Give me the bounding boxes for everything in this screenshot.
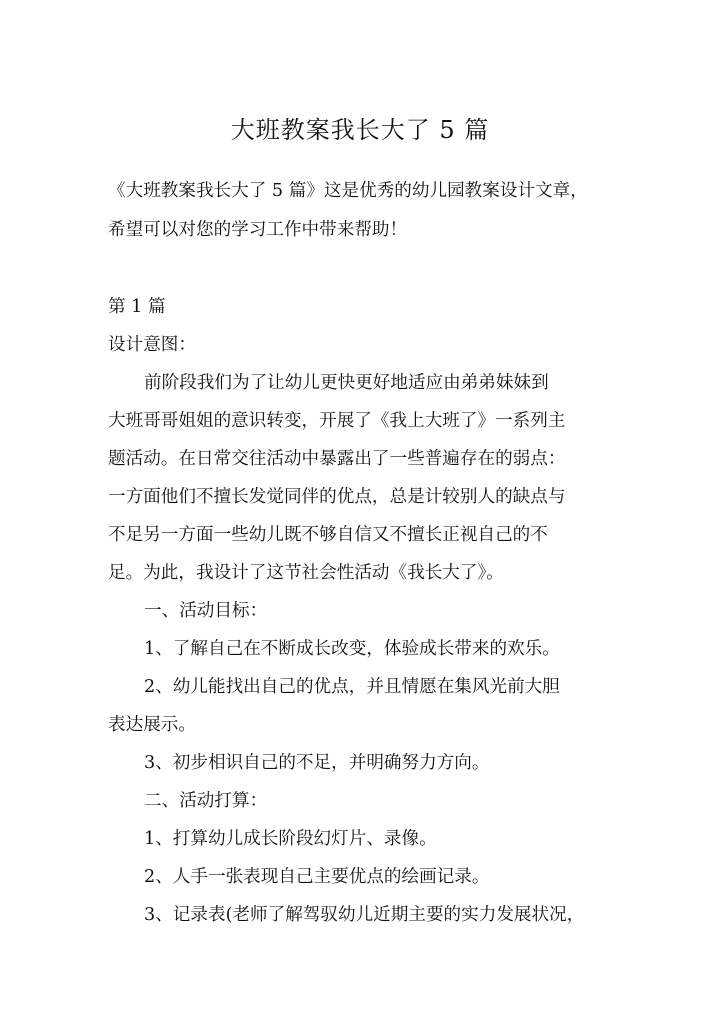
section-heading: 第 1 篇	[108, 297, 166, 317]
paragraph-line-6: 足。为此，我设计了这节社会性活动《我长大了》。	[108, 563, 504, 583]
prep-1: 1、打算幼儿成长阶段幻灯片、录像。	[144, 829, 437, 849]
goal-3: 3、初步相识自己的不足，并明确努力方向。	[144, 753, 490, 773]
goal-2-line-1: 2、幼儿能找出自己的优点，并且情愿在集风光前大胆	[144, 677, 560, 697]
prep-3: 3、记录表(老师了解驾驭幼儿近期主要的实力发展状况，	[144, 905, 585, 925]
prep-2: 2、人手一张表现自己主要优点的绘画记录。	[144, 867, 490, 887]
design-heading: 设计意图：	[108, 335, 196, 355]
intro-line-2: 希望可以对您的学习工作中带来帮助！	[108, 220, 408, 240]
document-title: 大班教案我长大了 5 篇	[230, 116, 490, 144]
goal-2-line-2: 表达展示。	[108, 715, 196, 735]
goal-1: 1、了解自己在不断成长改变，体验成长带来的欢乐。	[144, 639, 560, 659]
goals-heading: 一、活动目标：	[144, 601, 268, 621]
paragraph-line-1: 前阶段我们为了让幼儿更快更好地适应由弟弟妹妹到	[144, 373, 549, 393]
prep-heading: 二、活动打算：	[144, 791, 268, 811]
intro-line-1: 《大班教案我长大了 5 篇》这是优秀的幼儿园教案设计文章，	[108, 181, 588, 201]
paragraph-line-2: 大班哥哥姐姐的意识转变，开展了《我上大班了》一系列主	[108, 411, 566, 431]
paragraph-line-3: 题活动。在日常交往活动中暴露出了一些普遍存在的弱点：	[108, 449, 566, 469]
paragraph-line-4: 一方面他们不擅长发觉同伴的优点，总是计较别人的缺点与	[108, 487, 566, 507]
paragraph-line-5: 不足另一方面一些幼儿既不够自信又不擅长正视自己的不	[108, 525, 548, 545]
